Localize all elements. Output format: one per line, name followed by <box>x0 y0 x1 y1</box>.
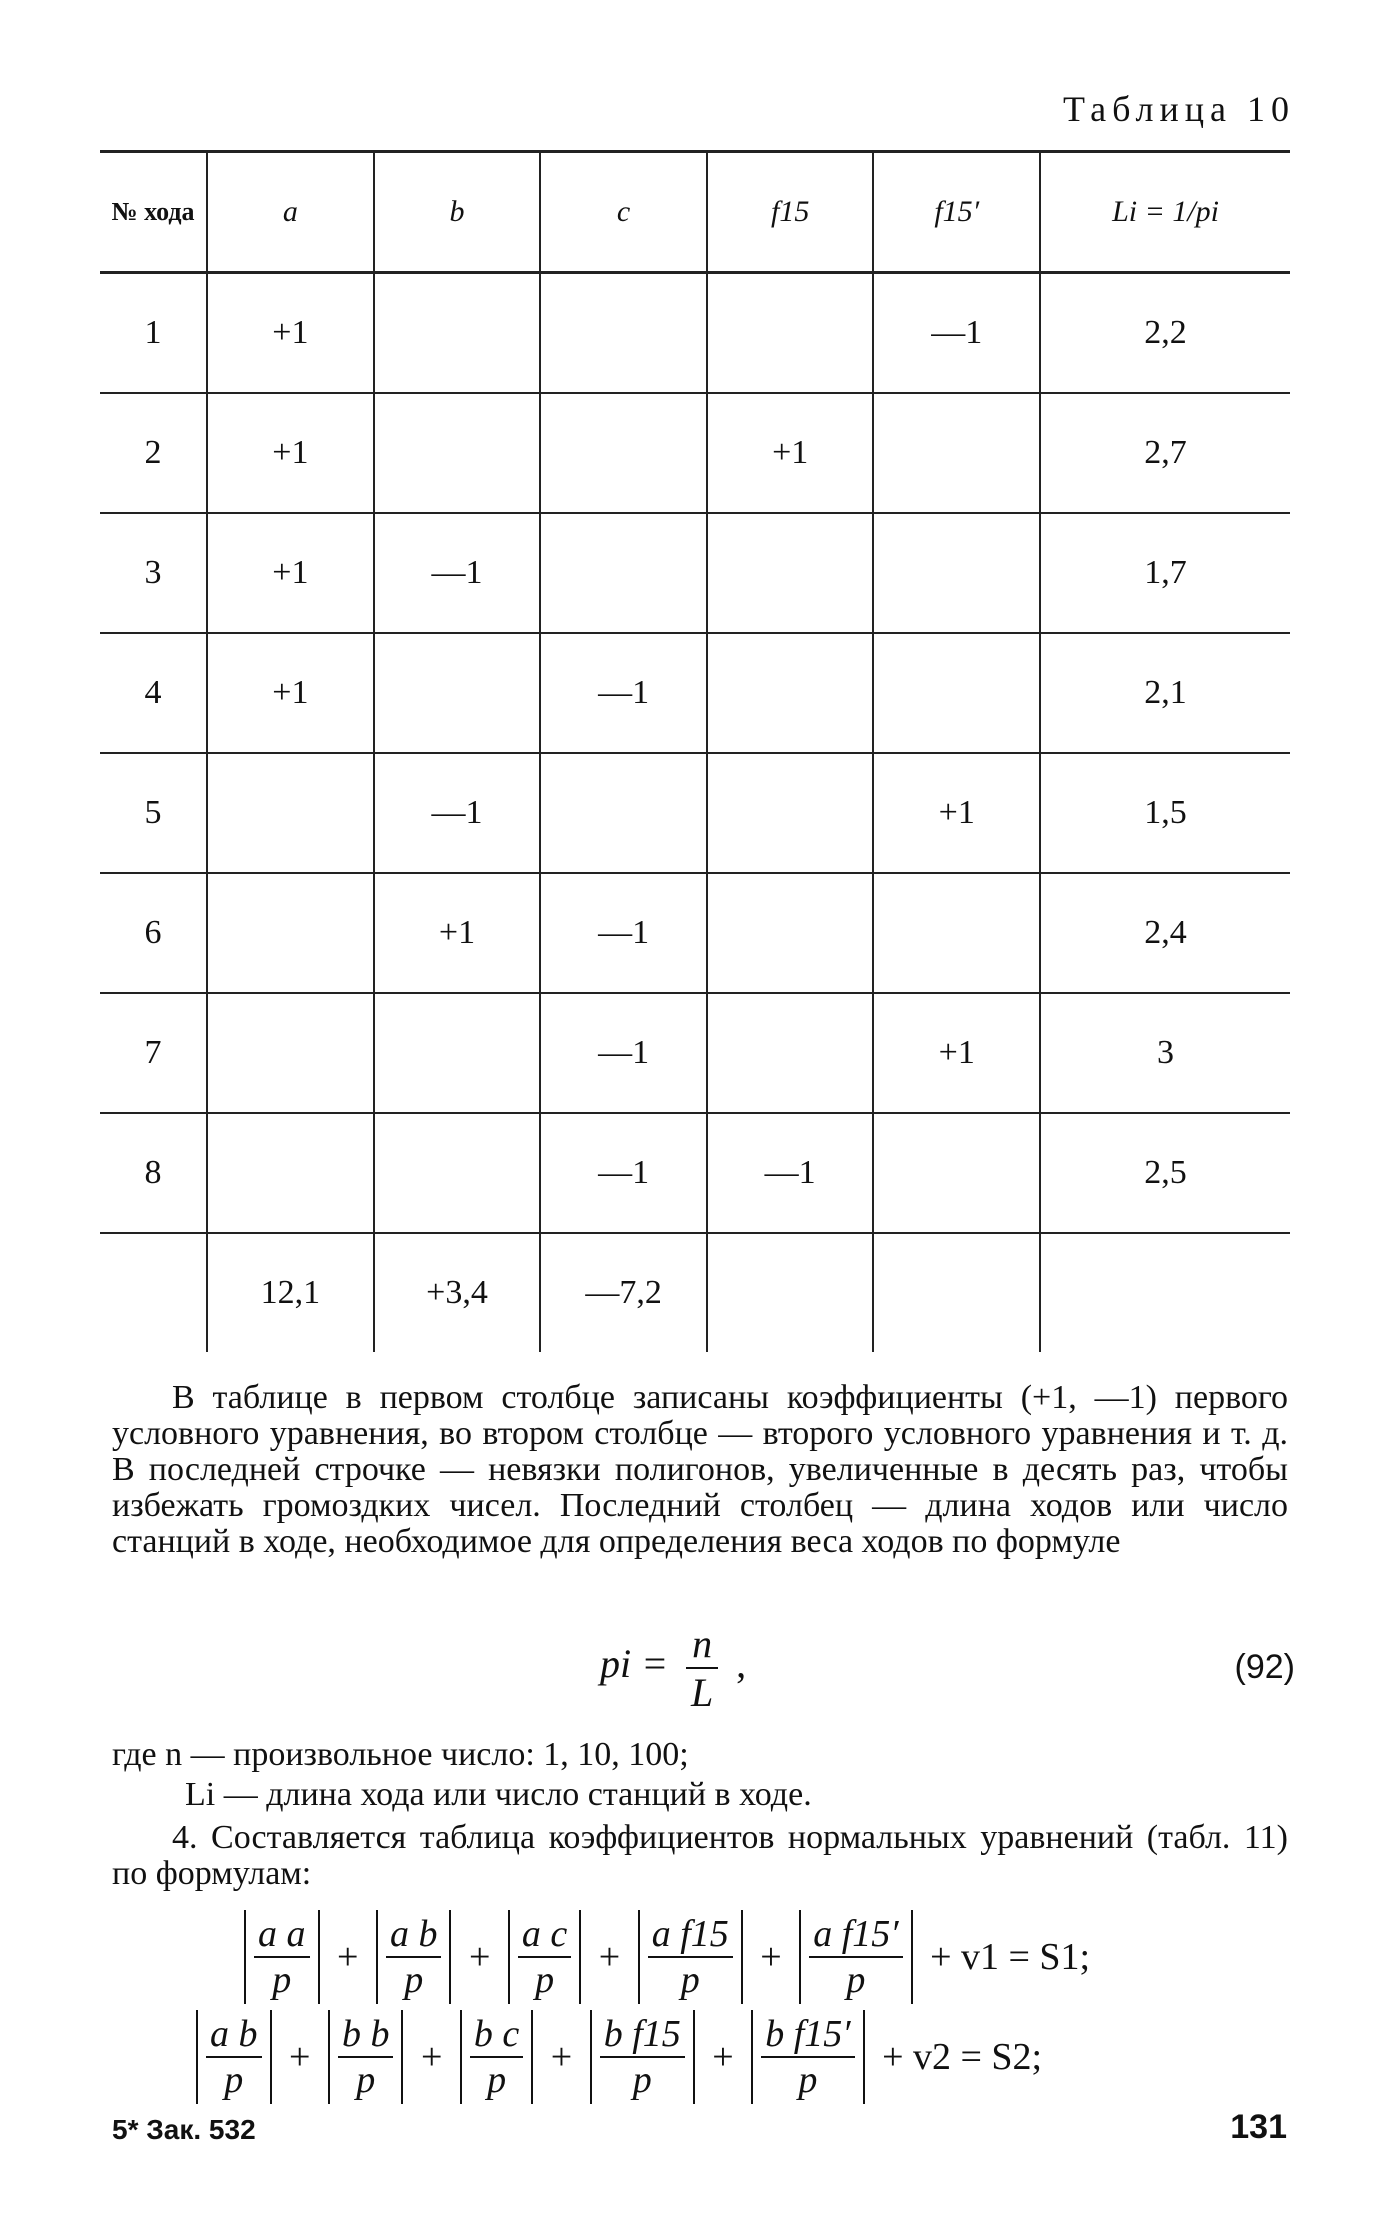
table-row <box>100 513 1290 633</box>
cell: —1 <box>873 273 1040 394</box>
plus-sign: + <box>468 1936 491 1978</box>
bracket-term <box>508 1910 581 2004</box>
cell <box>207 993 374 1113</box>
table-row <box>100 1113 1290 1233</box>
formula-tail: , <box>736 1641 747 1687</box>
term-denominator: p <box>632 2059 652 2101</box>
cell: 7 <box>144 1034 162 1071</box>
cell <box>374 393 541 513</box>
plus-sign: + <box>760 1936 782 1978</box>
cell <box>374 273 541 394</box>
totals-row <box>100 1233 1290 1352</box>
bracket-term <box>376 1910 452 2004</box>
term-denominator: p <box>404 1959 424 2001</box>
term-numerator: a a <box>254 1912 310 1958</box>
cell: —7,2 <box>540 1233 707 1352</box>
plus-sign: + <box>289 2036 311 2078</box>
bracket-term <box>751 2010 864 2104</box>
cell: +1 <box>207 273 374 394</box>
term-numerator: b f15 <box>600 2012 685 2058</box>
cell: 2,7 <box>1040 393 1290 513</box>
plus-sign: + <box>337 1936 359 1978</box>
definition-line-2: Li — длина хода или число станций в ходе. <box>185 1776 812 1813</box>
cell: —1 <box>540 1113 707 1233</box>
cell: 2,5 <box>1040 1113 1290 1233</box>
cell <box>873 393 1040 513</box>
col-header-number: № хода <box>111 197 195 226</box>
cell: 2,4 <box>1040 873 1290 993</box>
cell <box>707 873 874 993</box>
cell <box>873 513 1040 633</box>
cell: +1 <box>374 873 541 993</box>
plus-sign: + <box>550 2036 573 2078</box>
col-header-b: b <box>374 152 541 273</box>
cell: +1 <box>873 993 1040 1113</box>
cell: +1 <box>207 393 374 513</box>
cell: 3 <box>144 554 162 591</box>
cell <box>707 513 874 633</box>
cell: —1 <box>707 1113 874 1233</box>
table-header-row <box>100 152 1290 273</box>
cell: 2,1 <box>1040 633 1290 753</box>
plus-sign: + <box>420 2036 443 2078</box>
term-denominator: p <box>798 2059 818 2101</box>
term-numerator: b b <box>338 2012 394 2058</box>
plus-sign: + <box>598 1936 621 1978</box>
plus-sign: + <box>712 2036 734 2078</box>
bracket-term <box>799 1910 912 2004</box>
cell <box>707 753 874 873</box>
item-4-text: 4. Составляется таблица коэффициентов нормальных уравнений (табл. 11) по формулам: <box>112 1819 1288 1892</box>
cell <box>207 873 374 993</box>
cell <box>707 993 874 1113</box>
cell <box>540 393 707 513</box>
table-row <box>100 393 1290 513</box>
cell: 8 <box>144 1154 162 1191</box>
term-numerator: b f15′ <box>761 2012 854 2058</box>
equation-tail: + v1 = S1; <box>930 1936 1091 1978</box>
cell: 2,2 <box>1040 273 1290 394</box>
bracket-term <box>244 1910 320 2004</box>
bracket-term <box>328 2010 404 2104</box>
cell: 2 <box>144 434 162 471</box>
page-number: 131 <box>1230 2108 1287 2146</box>
body-paragraph: В таблице в первом столбце записаны коэффициенты (+1, —1) первого условного уравнения, во втором столбце — второго условного уравнения и т. д. В последней строчке — невязки полигонов, увеличенные в десять раз, чтобы избежать громоздких чисел. Последний столбец — длина ходов или число станций в ходе, необходимое для определения веса ходов по формуле <box>112 1379 1288 1560</box>
col-header-a: a <box>207 152 374 273</box>
equation-number: (92) <box>1234 1648 1295 1686</box>
formula-fraction <box>686 1620 718 1716</box>
col-header-f15-prime: f15′ <box>873 152 1040 273</box>
cell <box>100 1233 207 1352</box>
cell <box>873 1113 1040 1233</box>
term-denominator: p <box>272 1959 292 2001</box>
fraction-numerator: n <box>686 1620 718 1669</box>
term-denominator: p <box>680 1959 700 2001</box>
table-row <box>100 753 1290 873</box>
cell: 12,1 <box>207 1233 374 1352</box>
cell: —1 <box>540 993 707 1113</box>
table-row <box>100 873 1290 993</box>
term-numerator: b c <box>470 2012 523 2058</box>
cell: 1,5 <box>1040 753 1290 873</box>
cell <box>873 873 1040 993</box>
cell: 6 <box>144 914 162 951</box>
term-numerator: a b <box>386 1912 442 1958</box>
normal-equation-2 <box>192 2010 1046 2104</box>
term-numerator: a c <box>518 1912 571 1958</box>
formula-92 <box>600 1620 746 1716</box>
cell: 1 <box>144 314 162 351</box>
print-order-mark: 5* Зак. 532 <box>112 2114 256 2145</box>
formula-lhs: pi = <box>600 1641 669 1687</box>
col-header-c: c <box>540 152 707 273</box>
cell <box>707 273 874 394</box>
cell <box>1040 1233 1290 1352</box>
col-header-length: Li = 1/pi <box>1040 152 1290 273</box>
table-row <box>100 633 1290 753</box>
cell <box>207 753 374 873</box>
definition-line-1: где n — произвольное число: 1, 10, 100; <box>112 1736 689 1773</box>
table-caption: Таблица 10 <box>1063 89 1295 129</box>
cell: —1 <box>374 753 541 873</box>
cell <box>707 633 874 753</box>
normal-equation-1 <box>240 1910 1094 2004</box>
term-denominator: p <box>356 2059 376 2101</box>
term-denominator: p <box>487 2059 507 2101</box>
cell: +1 <box>873 753 1040 873</box>
bracket-term <box>196 2010 272 2104</box>
term-denominator: p <box>224 2059 244 2101</box>
cell <box>374 993 541 1113</box>
cell <box>374 633 541 753</box>
term-numerator: a f15 <box>648 1912 733 1958</box>
cell: —1 <box>374 513 541 633</box>
cell: +1 <box>707 393 874 513</box>
cell <box>540 513 707 633</box>
term-numerator: a b <box>206 2012 262 2058</box>
col-header-f15: f15 <box>707 152 874 273</box>
equation-tail: + v2 = S2; <box>882 2036 1043 2078</box>
table-row <box>100 993 1290 1113</box>
bracket-term <box>590 2010 695 2104</box>
cell: +1 <box>207 633 374 753</box>
bracket-term <box>638 1910 743 2004</box>
cell <box>873 633 1040 753</box>
cell: 4 <box>144 674 162 711</box>
cell <box>540 273 707 394</box>
table-row <box>100 273 1290 394</box>
coefficient-table <box>100 150 1290 1352</box>
cell: 1,7 <box>1040 513 1290 633</box>
term-denominator: p <box>535 1959 555 2001</box>
cell: 5 <box>144 794 162 831</box>
cell: +3,4 <box>374 1233 541 1352</box>
term-numerator: a f15′ <box>809 1912 902 1958</box>
cell <box>207 1113 374 1233</box>
cell <box>707 1233 874 1352</box>
cell <box>540 753 707 873</box>
cell: —1 <box>540 633 707 753</box>
cell <box>374 1113 541 1233</box>
cell: +1 <box>207 513 374 633</box>
term-denominator: p <box>846 1959 866 2001</box>
cell: —1 <box>540 873 707 993</box>
cell <box>873 1233 1040 1352</box>
bracket-term <box>460 2010 533 2104</box>
cell: 3 <box>1040 993 1290 1113</box>
fraction-denominator: L <box>690 1670 714 1715</box>
